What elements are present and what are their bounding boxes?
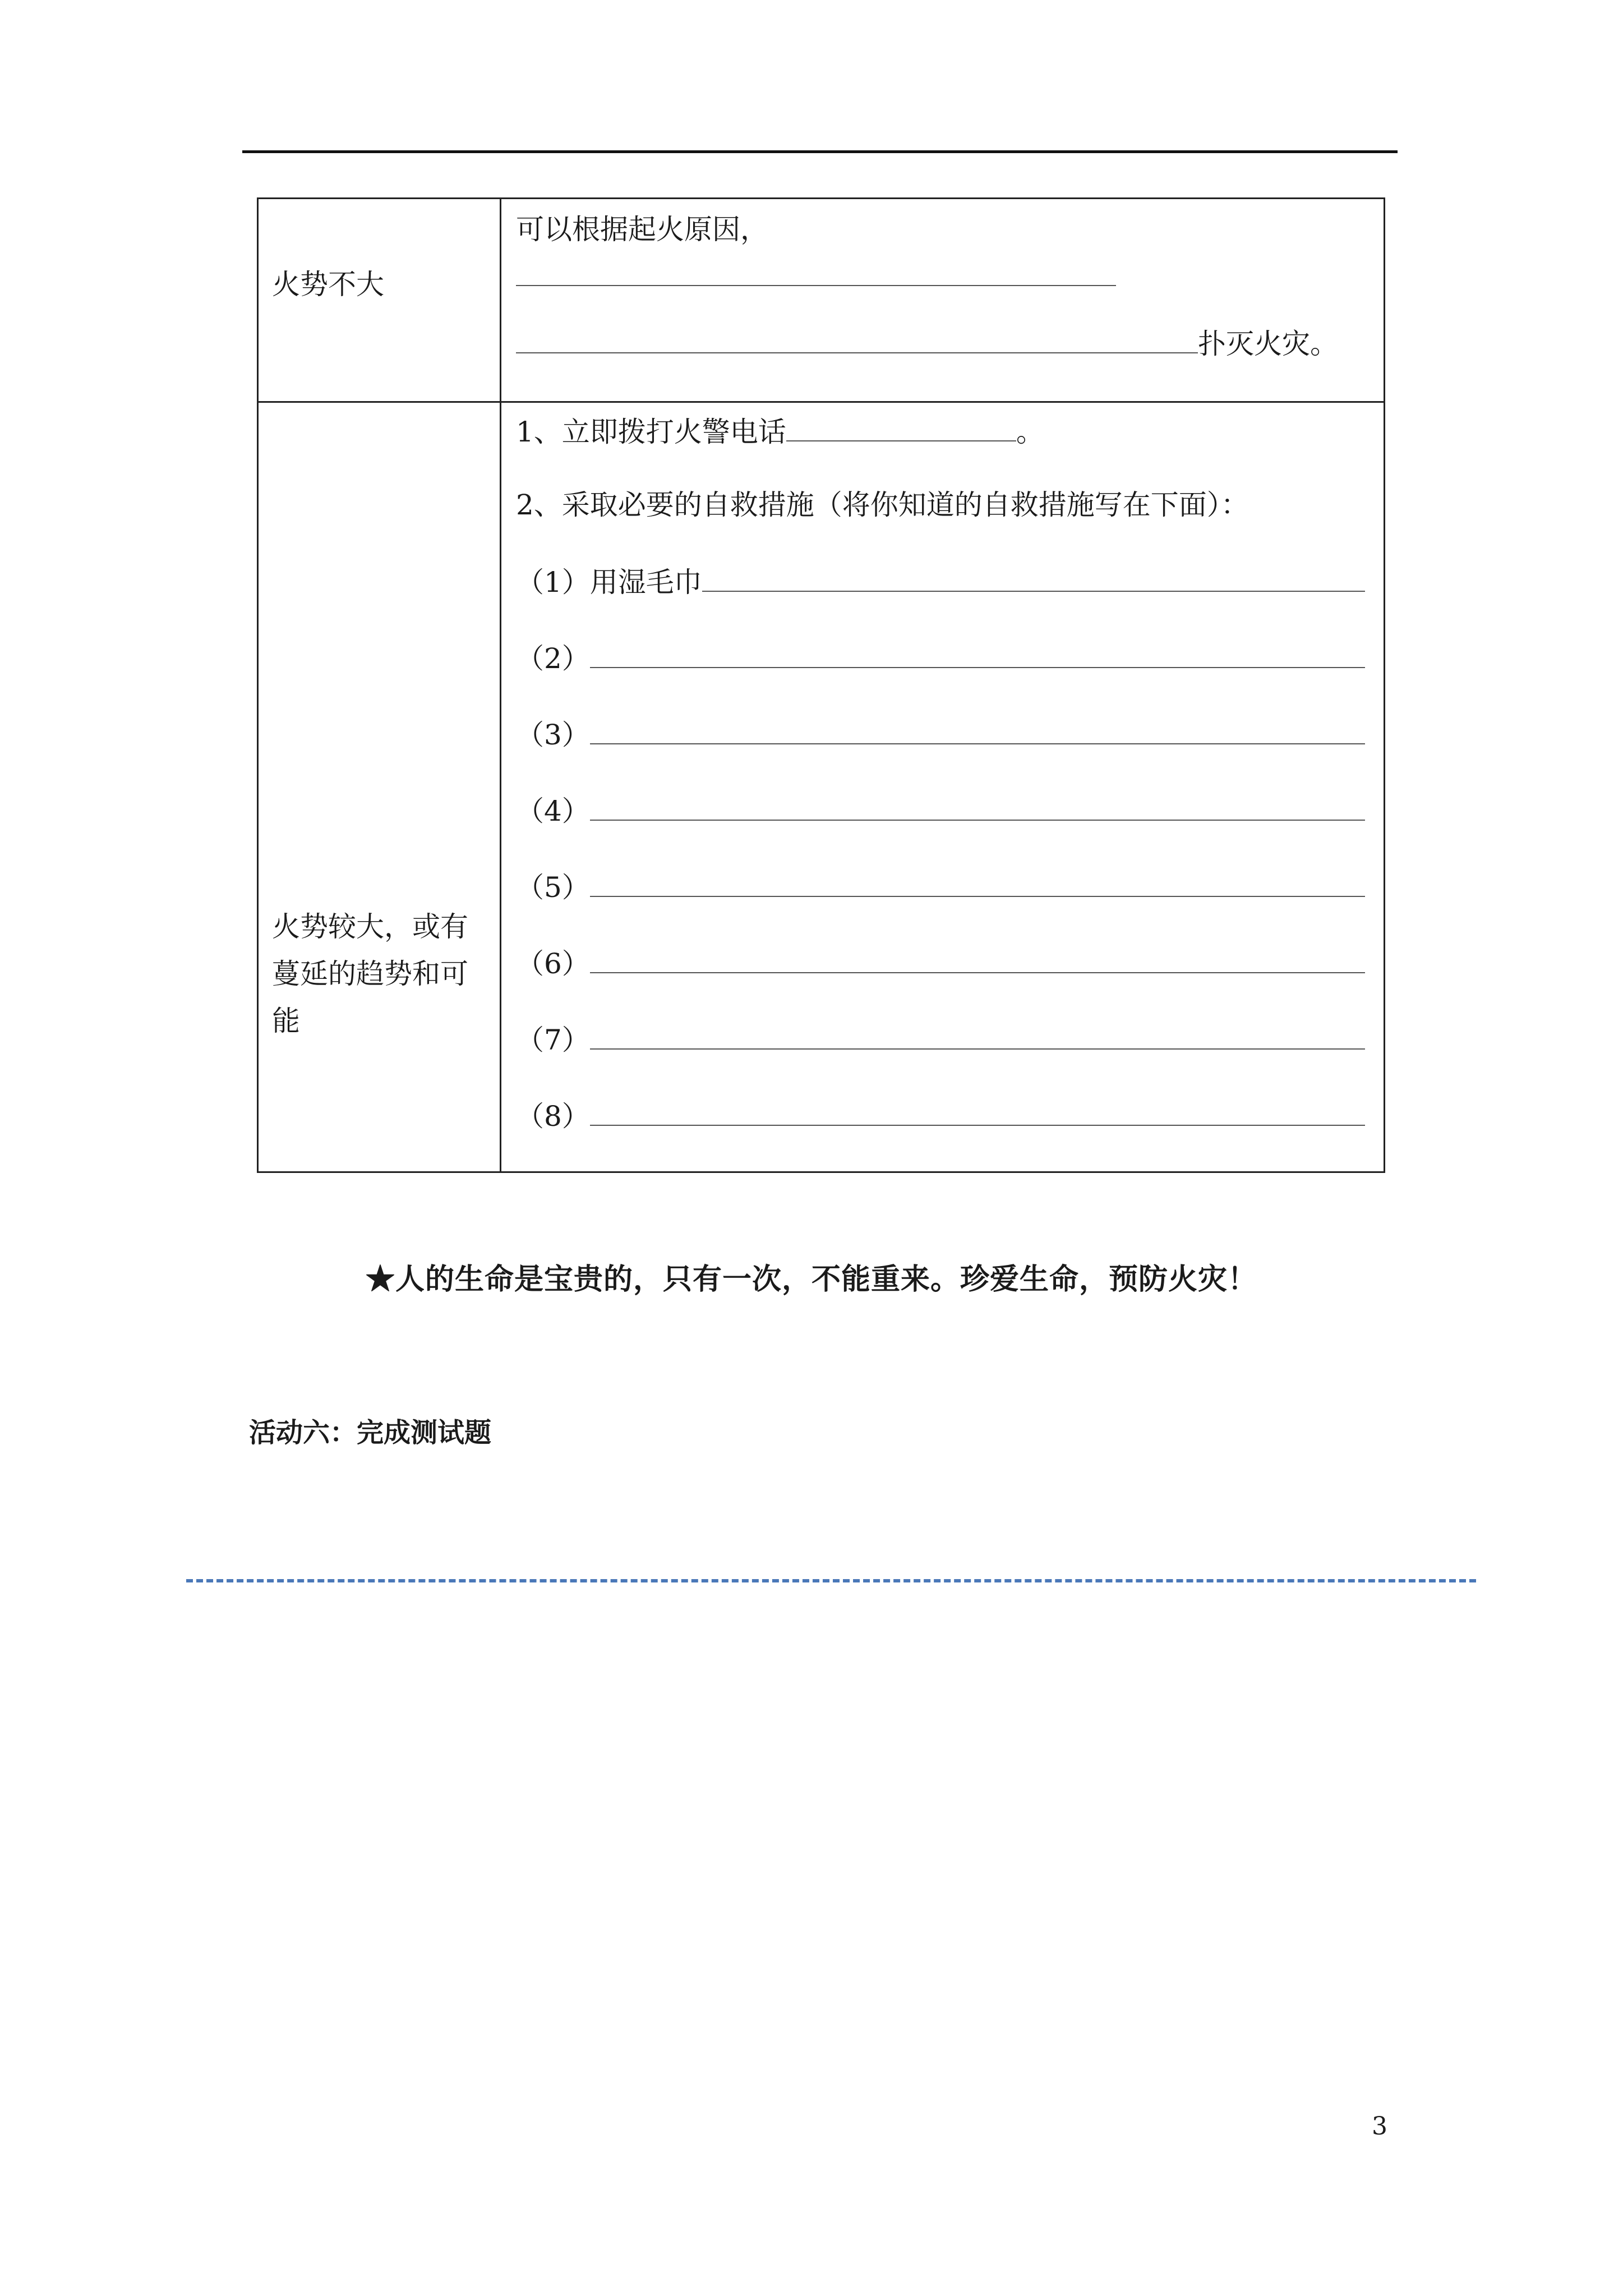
measure-line	[516, 1023, 1365, 1057]
measure-blank[interactable]	[590, 795, 1365, 821]
extinguish-fire-text: 扑灭火灾。	[1198, 328, 1338, 360]
measure-label: （3）	[516, 719, 590, 751]
measure-blank[interactable]	[590, 871, 1365, 897]
table-row	[258, 402, 1385, 1172]
fire-safety-slogan: ★人的生命是宝贵的，只有一次，不能重来。珍爱生命，预防火灾！	[365, 1262, 1257, 1296]
phone-number-blank[interactable]	[786, 416, 1016, 441]
measure-blank[interactable]	[702, 566, 1365, 592]
table-cell-content	[501, 199, 1385, 402]
small-fire-instruction: 可以根据起火原因，	[516, 213, 768, 246]
call-fire-alarm-text: 1、立即拨打火警电话	[516, 416, 786, 448]
fire-response-table	[257, 197, 1385, 1173]
answer-blank[interactable]	[516, 328, 1198, 353]
page-number: 3	[1372, 2112, 1387, 2141]
period-text: 。	[1016, 416, 1044, 448]
measure-blank[interactable]	[590, 1100, 1365, 1126]
measure-label: （4）	[516, 795, 590, 827]
answer-blank-line[interactable]	[516, 260, 1116, 293]
measure-blank[interactable]	[590, 947, 1365, 973]
header-rule	[242, 150, 1398, 153]
call-fire-alarm-line	[516, 415, 1044, 449]
dashed-separator	[186, 1579, 1476, 1582]
measure-line	[516, 947, 1365, 981]
measure-label: （5）	[516, 871, 590, 904]
measure-blank[interactable]	[590, 642, 1365, 668]
table-row	[258, 199, 1385, 402]
answer-blank-line-with-suffix	[516, 327, 1338, 361]
self-rescue-instruction: 2、采取必要的自救措施（将你知道的自救措施写在下面）：	[516, 489, 1249, 521]
measure-line	[516, 642, 1365, 675]
measure-label: （6）	[516, 947, 590, 980]
table-cell-label	[258, 199, 501, 402]
activity-heading: 活动六：完成测试题	[249, 1417, 492, 1448]
table-cell-content	[501, 402, 1385, 1172]
measure-label: （8）	[516, 1100, 590, 1133]
row-label-large-fire: 火势较大，或有蔓延的趋势和可能	[272, 910, 468, 1037]
measure-line	[516, 794, 1365, 828]
measure-blank[interactable]	[590, 719, 1365, 744]
measure-label: （1）用湿毛巾	[516, 566, 702, 599]
measure-label: （7）	[516, 1024, 590, 1056]
measure-line	[516, 718, 1365, 752]
measure-blank[interactable]	[590, 1024, 1365, 1050]
measure-line	[516, 1099, 1365, 1133]
measure-line	[516, 565, 1365, 599]
row-label-small-fire: 火势不大	[272, 268, 384, 301]
table-cell-label	[258, 402, 501, 1172]
measure-label: （2）	[516, 642, 590, 675]
measure-line	[516, 871, 1365, 904]
